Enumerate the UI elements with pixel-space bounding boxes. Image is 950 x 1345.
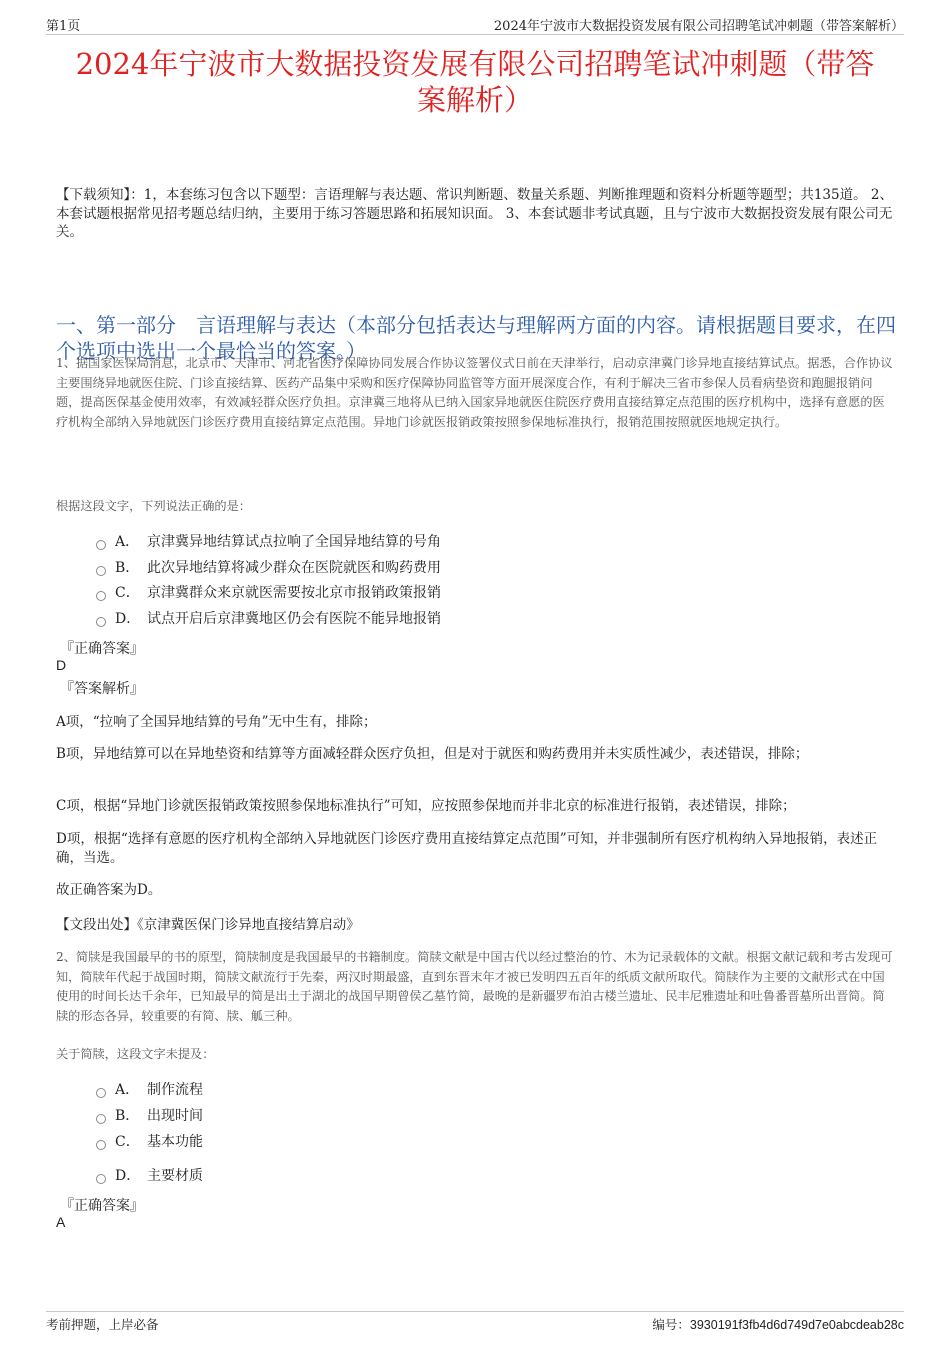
question-2-answer: A <box>56 1214 66 1230</box>
footer-id <box>652 1315 904 1333</box>
analysis-item-b: B项，异地结算可以在异地垫资和结算等方面减轻群众医疗负担，但是对于就医和购药费用并未实质性减少，表述错误，排除； <box>56 746 809 762</box>
radio-icon[interactable] <box>96 1088 106 1098</box>
page-number: 第1页 <box>46 19 81 34</box>
question-1-option-a[interactable]: A． 京津冀异地结算试点拉响了全国异地结算的号角 <box>96 532 441 552</box>
question-1-option-d[interactable]: D． 试点开启后京津冀地区仍会有医院不能异地报销 <box>96 609 441 629</box>
radio-icon[interactable] <box>96 540 106 550</box>
question-2-option-a[interactable]: A． 制作流程 <box>96 1080 203 1100</box>
radio-icon[interactable] <box>96 591 106 601</box>
page-header <box>46 14 904 35</box>
question-1-option-c[interactable]: C． 京津冀群众来京就医需要按北京市报销政策报销 <box>96 583 441 603</box>
radio-icon[interactable] <box>96 1140 106 1150</box>
question-2-passage: 2、简牍是我国最早的书的原型，简牍制度是我国最早的书籍制度。简牍文献是中国古代以经过整治的竹、木为记录载体的文献。根据文献记载和考古发现可知，简牍年代起于战国时期，简牍文献流行于先秦，两汉时期最盛，直到东晋末年才被已发明四五百年的纸质文献所取代。简牍作为主要的文献形式在中国使用的时间长达千余年，已知最早的简是出土于湖北的战国早期曾侯乙墓竹简，最晚的是新疆罗布泊古楼兰遗址、民丰尼雅遗址和吐鲁番晋墓所出晋简。简牍的形态各异，较重要的有简、牍、觚三种。 <box>56 950 893 1023</box>
question-1-option-b[interactable]: B． 此次异地结算将减少群众在医院就医和购药费用 <box>96 558 441 578</box>
question-1-passage: 1、据国家医保局消息，北京市、天津市、河北省医疗保障协同发展合作协议签署仪式日前在天津举行，启动京津冀门诊异地直接结算试点。据悉，合作协议主要围绕异地就医住院、门诊直接结算、医药产品集中采购和医疗保障协同监管等方面开展深度合作，有利于解决三省市参保人员看病垫资和跑腿报销问题，提高医保基金使用效率，有效减轻群众医疗负担。京津冀三地将从已纳入国家异地就医住院医疗费用直接结算定点范围的医疗机构中，选择有意愿的医疗机构全部纳入异地就医门诊医疗费用直接结算定点范围。异地门诊就医报销政策按照参保地标准执行，报销范围按照就医地规定执行。 <box>56 356 893 429</box>
question-2-option-d[interactable]: D． 主要材质 <box>96 1166 203 1186</box>
question-1-answer-label: 『正确答案』 <box>60 641 144 657</box>
analysis-item-d: D项，根据“选择有意愿的医疗机构全部纳入异地就医门诊医疗费用直接结算定点范围”可知，并非强制所有医疗机构纳入异地报销，表述正确，当选。 <box>56 831 878 866</box>
question-2-prompt: 关于简牍，这段文字未提及： <box>56 1047 215 1061</box>
radio-icon[interactable] <box>96 1174 106 1184</box>
analysis-conclusion: 故正确答案为D。 <box>56 882 162 898</box>
document-title <box>40 46 910 118</box>
radio-icon[interactable] <box>96 1114 106 1124</box>
question-2-option-c[interactable]: C． 基本功能 <box>96 1132 203 1152</box>
page-footer <box>46 1311 904 1332</box>
radio-icon[interactable] <box>96 617 106 627</box>
question-2-option-b[interactable]: B． 出现时间 <box>96 1106 203 1126</box>
title-line-2: 案解析） <box>416 83 533 117</box>
footer-id-value: 3930191f3fb4d6d749d7e0abcdeab28c <box>689 1318 904 1332</box>
section-heading: 一、第一部分 言语理解与表达（本部分包括表达与理解两方面的内容。请根据题目要求，在四个选项中选出一个最恰当的答案。） <box>56 313 896 363</box>
header-doc-title: 2024年宁波市大数据投资发展有限公司招聘笔试冲刺题（带答案解析） <box>493 19 904 34</box>
question-2-answer-label: 『正确答案』 <box>60 1198 144 1214</box>
radio-icon[interactable] <box>96 566 106 576</box>
footer-id-label: 编号： <box>652 1317 690 1332</box>
footer-slogan: 考前押题，上岸必备 <box>46 1317 159 1332</box>
download-notice: 【下载须知】：1，本套练习包含以下题型：言语理解与表达题、常识判断题、数量关系题、判断推理题和资料分析题等题型；共135道。 2、本套试题根据常见招考题总结归纳，主要用于练习答题思路和拓展知识面。 3、本套试题非考试真题，且与宁波市大数据投资发展有限公司无关。 <box>56 187 893 240</box>
analysis-item-c: C项，根据“异地门诊就医报销政策按照参保地标准执行”可知，应按照参保地而并非北京的标准进行报销，表述错误，排除； <box>56 798 796 814</box>
question-1-source: 【文段出处】《京津冀医保门诊异地直接结算启动》 <box>56 917 360 933</box>
analysis-item-a: A项，“拉响了全国异地结算的号角”无中生有，排除； <box>56 714 377 730</box>
question-1-analysis-label: 『答案解析』 <box>60 681 144 697</box>
title-line-1: 2024年宁波市大数据投资发展有限公司招聘笔试冲刺题（带答 <box>75 47 875 81</box>
question-1-prompt: 根据这段文字，下列说法正确的是： <box>56 499 251 513</box>
question-1-answer: D <box>56 657 67 673</box>
